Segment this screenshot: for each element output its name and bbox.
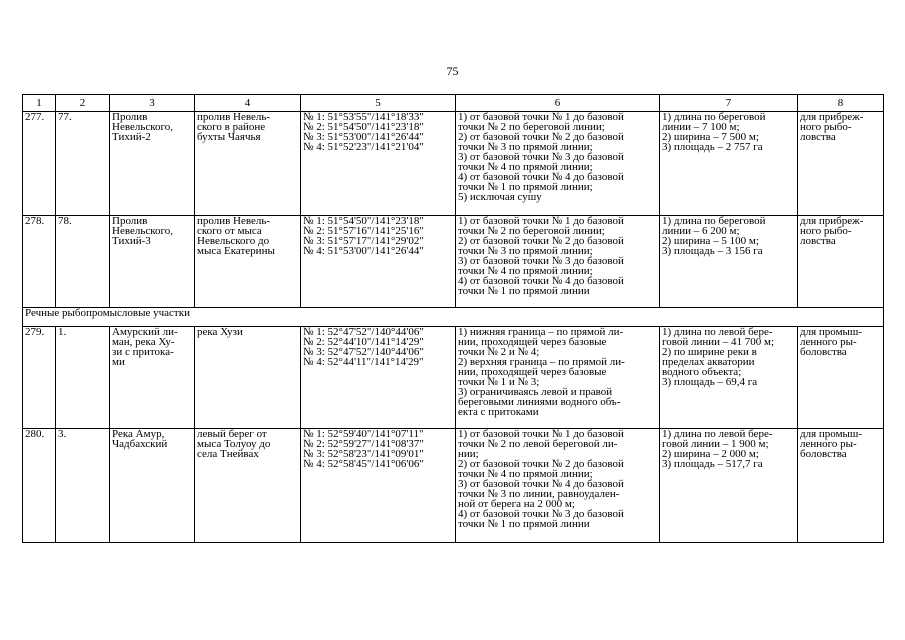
boundary-line: 3) от базовой точки № 4 до базовой: [458, 478, 624, 490]
purpose-line: для прибреж-: [800, 215, 864, 227]
boundary-line: береговыми линиями водного объ-: [458, 396, 621, 408]
area-name-cell: [110, 216, 195, 308]
purpose-line: ленного ры-: [800, 438, 857, 450]
boundary-line: точки № 2 по береговой линии;: [458, 225, 605, 237]
area-name-line: Чадбахский: [112, 438, 168, 450]
purpose-cell: [798, 112, 884, 216]
area-name-line: зи с притока-: [112, 346, 174, 358]
area-name-line: ми: [112, 356, 125, 368]
boundary-line: 4) от базовой точки № 4 до базовой: [458, 171, 624, 183]
boundary-line: нии;: [458, 448, 479, 460]
area-number: 1.: [56, 327, 110, 429]
purpose-line: боловства: [800, 448, 847, 460]
dimension-line: 3) площадь – 2 757 га: [662, 141, 763, 153]
table-row: [23, 327, 884, 429]
dimension-line: 2) ширина – 5 100 м;: [662, 235, 759, 247]
area-name-line: Тихий-3: [112, 235, 151, 247]
boundary-line: точки № 3 по прямой линии;: [458, 141, 593, 153]
boundary-line: 2) от базовой точки № 2 до базовой: [458, 458, 624, 470]
dimension-line: линии – 7 100 м;: [662, 121, 740, 133]
coordinate-line: № 3: 52°47'52"/140°44'06": [303, 346, 424, 358]
dimension-line: 2) по ширине реки в: [662, 346, 757, 358]
dimension-line: 2) ширина – 7 500 м;: [662, 131, 759, 143]
fishing-areas-table: [22, 94, 884, 543]
dimension-line: 3) площадь – 69,4 га: [662, 376, 758, 388]
location-cell: [195, 216, 301, 308]
purpose-line: боловства: [800, 346, 847, 358]
area-name-line: Пролив: [112, 215, 148, 227]
coordinate-line: № 2: 52°44'10"/141°14'29": [303, 336, 424, 348]
boundary-line: точки № 4 по прямой линии;: [458, 468, 593, 480]
location-line: ского в районе: [197, 121, 266, 133]
boundary-line: 2) от базовой точки № 2 до базовой: [458, 235, 624, 247]
boundary-line: 4) от базовой точки № 3 до базовой: [458, 508, 624, 520]
boundary-line: точки № 1 и № 3;: [458, 376, 540, 388]
location-line: река Хузи: [197, 326, 243, 338]
table-row: [23, 429, 884, 543]
coordinate-line: № 3: 52°58'23"/141°09'01": [303, 448, 424, 460]
row-number: 278.: [23, 216, 56, 308]
column-header: 6: [456, 95, 660, 112]
dimensions-cell: [660, 429, 798, 543]
row-number: 277.: [23, 112, 56, 216]
boundary-line: 3) ограничиваясь левой и правой: [458, 386, 613, 398]
coordinate-line: № 2: 51°54'50"/141°23'18": [303, 121, 424, 133]
boundary-line: 5) исключая сушу: [458, 191, 542, 203]
dimension-line: 1) длина по береговой: [662, 111, 766, 123]
boundaries-cell: [456, 429, 660, 543]
dimension-line: пределах акватории: [662, 356, 755, 368]
coordinate-line: № 3: 51°53'00"/141°26'44": [303, 131, 424, 143]
purpose-line: ловства: [800, 235, 836, 247]
boundary-line: 2) верхняя граница – по прямой ли-: [458, 356, 625, 368]
location-line: бухты Чаячья: [197, 131, 261, 143]
area-name-line: Невельского,: [112, 225, 173, 237]
boundary-line: 1) от базовой точки № 1 до базовой: [458, 215, 624, 227]
column-header: 3: [110, 95, 195, 112]
table-header-row: [23, 95, 884, 112]
coordinate-line: № 1: 52°47'52"/140°44'06": [303, 326, 424, 338]
dimension-line: говой линии – 1 900 м;: [662, 438, 769, 450]
location-line: села Тнейвах: [197, 448, 259, 460]
area-name-cell: [110, 112, 195, 216]
dimension-line: 1) длина по береговой: [662, 215, 766, 227]
coordinates-cell: [301, 327, 456, 429]
area-number: 3.: [56, 429, 110, 543]
dimension-line: водного объекта;: [662, 366, 742, 378]
coordinate-line: № 4: 51°52'23"/141°21'04": [303, 141, 424, 153]
location-line: левый берег от: [197, 428, 267, 440]
section-title: Речные рыбопромысловые участки: [23, 308, 884, 327]
boundaries-cell: [456, 112, 660, 216]
row-number: 280.: [23, 429, 56, 543]
coordinate-line: № 4: 52°44'11"/141°14'29": [303, 356, 424, 368]
boundary-line: 1) нижняя граница – по прямой ли-: [458, 326, 624, 338]
boundary-line: ной от берега на 2 000 м;: [458, 498, 575, 510]
boundary-line: 1) от базовой точки № 1 до базовой: [458, 111, 624, 123]
area-name-line: Река Амур,: [112, 428, 165, 440]
purpose-cell: [798, 327, 884, 429]
column-header: 4: [195, 95, 301, 112]
coordinate-line: № 3: 51°57'17"/141°29'02": [303, 235, 424, 247]
coordinate-line: № 4: 52°58'45"/141°06'06": [303, 458, 424, 470]
dimensions-cell: [660, 216, 798, 308]
row-number: 279.: [23, 327, 56, 429]
location-line: Невельского до: [197, 235, 270, 247]
location-cell: [195, 327, 301, 429]
purpose-line: для промыш-: [800, 428, 863, 440]
area-name-line: Тихий-2: [112, 131, 151, 143]
purpose-cell: [798, 429, 884, 543]
location-line: мыса Екатерины: [197, 245, 275, 257]
purpose-line: для прибреж-: [800, 111, 864, 123]
purpose-line: ного рыбо-: [800, 121, 852, 133]
boundaries-cell: [456, 216, 660, 308]
area-number: 77.: [56, 112, 110, 216]
page-number: 75: [446, 64, 459, 78]
coordinates-cell: [301, 112, 456, 216]
boundary-line: точки № 3 по линии, равноудален-: [458, 488, 620, 500]
boundary-line: точки № 2 и № 4;: [458, 346, 540, 358]
location-line: пролив Невель-: [197, 111, 271, 123]
location-line: ского от мыса: [197, 225, 262, 237]
table-row: [23, 112, 884, 216]
boundary-line: нии, проходящей через базовые: [458, 366, 607, 378]
boundary-line: 4) от базовой точки № 4 до базовой: [458, 275, 624, 287]
purpose-line: ного рыбо-: [800, 225, 852, 237]
boundary-line: точки № 2 по левой береговой ли-: [458, 438, 618, 450]
area-name-line: Амурский ли-: [112, 326, 178, 338]
coordinate-line: № 2: 52°59'27"/141°08'37": [303, 438, 424, 450]
boundary-line: точки № 1 по прямой линии: [458, 518, 590, 530]
column-header: 2: [56, 95, 110, 112]
location-line: пролив Невель-: [197, 215, 271, 227]
boundary-line: точки № 4 по прямой линии;: [458, 265, 593, 277]
coordinate-line: № 1: 51°54'50"/141°23'18": [303, 215, 424, 227]
dimension-line: 3) площадь – 517,7 га: [662, 458, 763, 470]
area-name-line: ман, река Ху-: [112, 336, 175, 348]
area-name-line: Невельского,: [112, 121, 173, 133]
dimension-line: 3) площадь – 3 156 га: [662, 245, 763, 257]
boundary-line: нии, проходящей через базовые: [458, 336, 607, 348]
column-header: 8: [798, 95, 884, 112]
area-name-cell: [110, 327, 195, 429]
area-name-line: Пролив: [112, 111, 148, 123]
location-line: мыса Толуоу до: [197, 438, 271, 450]
dimension-line: говой линии – 41 700 м;: [662, 336, 775, 348]
boundary-line: точки № 2 по береговой линии;: [458, 121, 605, 133]
boundary-line: точки № 3 по прямой линии;: [458, 245, 593, 257]
coordinate-line: № 1: 52°59'40"/141°07'11": [303, 428, 424, 440]
boundary-line: точки № 4 по прямой линии;: [458, 161, 593, 173]
column-header: 5: [301, 95, 456, 112]
dimensions-cell: [660, 327, 798, 429]
boundary-line: точки № 1 по прямой линии;: [458, 181, 593, 193]
table-row: [23, 216, 884, 308]
coordinates-cell: [301, 216, 456, 308]
dimensions-cell: [660, 112, 798, 216]
purpose-line: ленного ры-: [800, 336, 857, 348]
boundary-line: точки № 1 по прямой линии: [458, 285, 590, 297]
column-header: 1: [23, 95, 56, 112]
area-name-cell: [110, 429, 195, 543]
boundary-line: 1) от базовой точки № 1 до базовой: [458, 428, 624, 440]
purpose-line: для промыш-: [800, 326, 863, 338]
location-cell: [195, 429, 301, 543]
boundary-line: екта с притоками: [458, 406, 539, 418]
coordinate-line: № 2: 51°57'16"/141°25'16": [303, 225, 424, 237]
coordinates-cell: [301, 429, 456, 543]
purpose-cell: [798, 216, 884, 308]
boundary-line: 3) от базовой точки № 3 до базовой: [458, 255, 624, 267]
area-number: 78.: [56, 216, 110, 308]
purpose-line: ловства: [800, 131, 836, 143]
boundary-line: 2) от базовой точки № 2 до базовой: [458, 131, 624, 143]
dimension-line: 1) длина по левой бере-: [662, 326, 773, 338]
column-header: 7: [660, 95, 798, 112]
boundaries-cell: [456, 327, 660, 429]
location-cell: [195, 112, 301, 216]
dimension-line: 1) длина по левой бере-: [662, 428, 773, 440]
dimension-line: линии – 6 200 м;: [662, 225, 740, 237]
boundary-line: 3) от базовой точки № 3 до базовой: [458, 151, 624, 163]
section-row: [23, 308, 884, 327]
dimension-line: 2) ширина – 2 000 м;: [662, 448, 759, 460]
coordinate-line: № 1: 51°53'55"/141°18'33": [303, 111, 424, 123]
coordinate-line: № 4: 51°53'00"/141°26'44": [303, 245, 424, 257]
